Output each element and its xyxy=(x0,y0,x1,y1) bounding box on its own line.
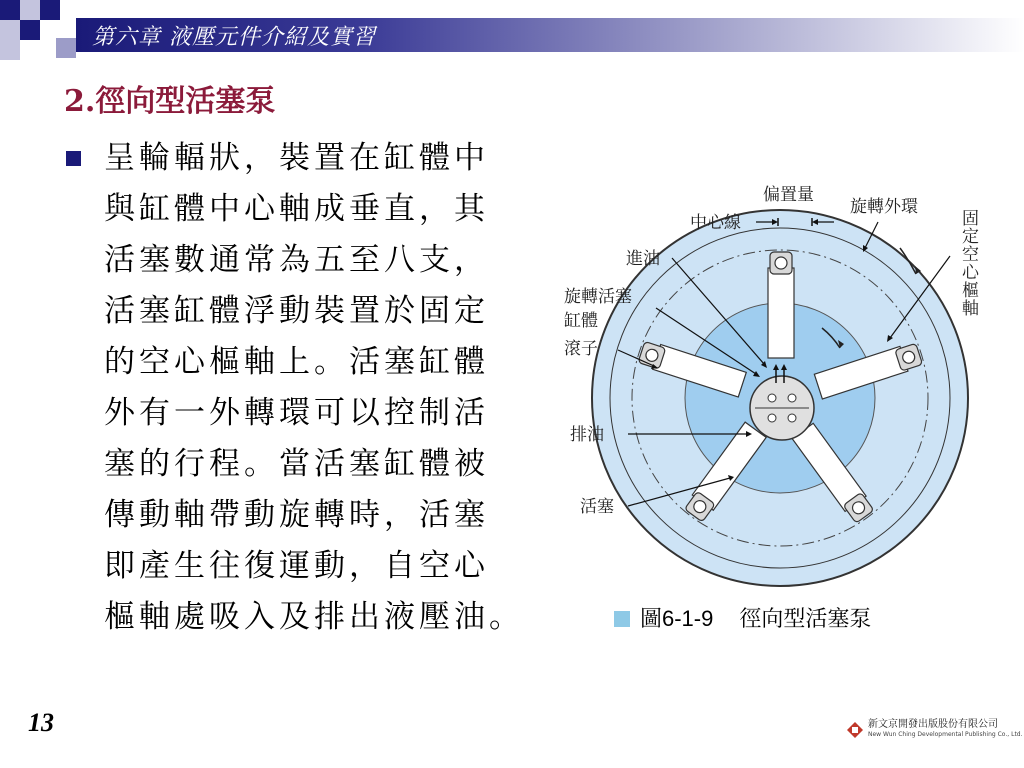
paragraph-line: 外有一外轉環可以控制活 xyxy=(104,395,489,431)
caption-square-icon xyxy=(614,611,630,627)
paragraph-line: 樞軸處吸入及排出液壓油。 xyxy=(104,599,524,635)
label-center-line: 中心線 xyxy=(690,213,741,233)
section-title: 2.徑向型活塞泵 xyxy=(64,84,276,119)
publisher-logo-block xyxy=(846,720,1023,740)
page-number: 13 xyxy=(28,708,54,737)
publisher-name: 新文京開發出版股份有限公司 xyxy=(868,719,998,730)
label-fixed-hollow-pivot: 定 xyxy=(962,227,979,247)
caption-number: 圖6-1-9 xyxy=(640,606,714,631)
publisher-logo-icon xyxy=(846,721,864,739)
paragraph-line: 活塞數通常為五至八支， xyxy=(104,242,489,278)
header-square-dark xyxy=(20,20,40,40)
label-rotating-piston-cylinder: 缸體 xyxy=(564,311,598,331)
label-piston: 活塞 xyxy=(580,497,614,517)
header-square-dark xyxy=(40,0,60,20)
header-square-light xyxy=(0,20,20,40)
label-fixed-hollow-pivot: 樞 xyxy=(962,281,979,301)
label-inlet: 進油 xyxy=(626,249,660,269)
paragraph-line: 活塞缸體浮動裝置於固定 xyxy=(104,293,489,329)
paragraph-line: 塞的行程。當活塞缸體被 xyxy=(104,446,489,482)
label-fixed-hollow-pivot: 心 xyxy=(962,263,979,283)
label-fixed-hollow-pivot: 軸 xyxy=(962,299,979,319)
paragraph-line: 傳動軸帶動旋轉時，活塞 xyxy=(104,497,489,533)
header-square-dark xyxy=(0,0,20,20)
label-fixed-hollow-pivot: 空 xyxy=(962,245,979,265)
publisher-english-name: New Wun Ching Developmental Publishing Co., Ltd. xyxy=(868,731,1023,738)
radial-piston-pump-diagram xyxy=(560,178,1000,588)
paragraph-line: 與缸體中心軸成垂直，其 xyxy=(104,191,489,227)
label-rotating-outer-ring: 旋轉外環 xyxy=(850,197,918,217)
figure-caption xyxy=(614,602,871,633)
label-offset: 偏置量 xyxy=(763,185,814,205)
bullet-square-icon xyxy=(66,151,81,166)
chapter-title: 第六章 液壓元件介紹及實習 xyxy=(92,25,376,50)
caption-title: 徑向型活塞泵 xyxy=(739,606,872,631)
paragraph-line: 的空心樞軸上。活塞缸體 xyxy=(104,344,489,380)
label-roller: 滾子 xyxy=(564,339,598,359)
paragraph-line: 即產生往復運動，自空心 xyxy=(104,548,489,584)
label-rotating-piston-cylinder: 旋轉活塞 xyxy=(564,287,632,307)
header-square-light xyxy=(0,40,20,60)
header-square-light xyxy=(56,38,76,58)
header-square-light xyxy=(20,0,40,20)
paragraph-line: 呈輪輻狀，裝置在缸體中 xyxy=(104,140,489,176)
label-outlet: 排油 xyxy=(570,425,604,445)
bullet-paragraph xyxy=(104,133,544,643)
label-fixed-hollow-pivot: 固 xyxy=(962,209,979,229)
piston xyxy=(768,252,794,358)
